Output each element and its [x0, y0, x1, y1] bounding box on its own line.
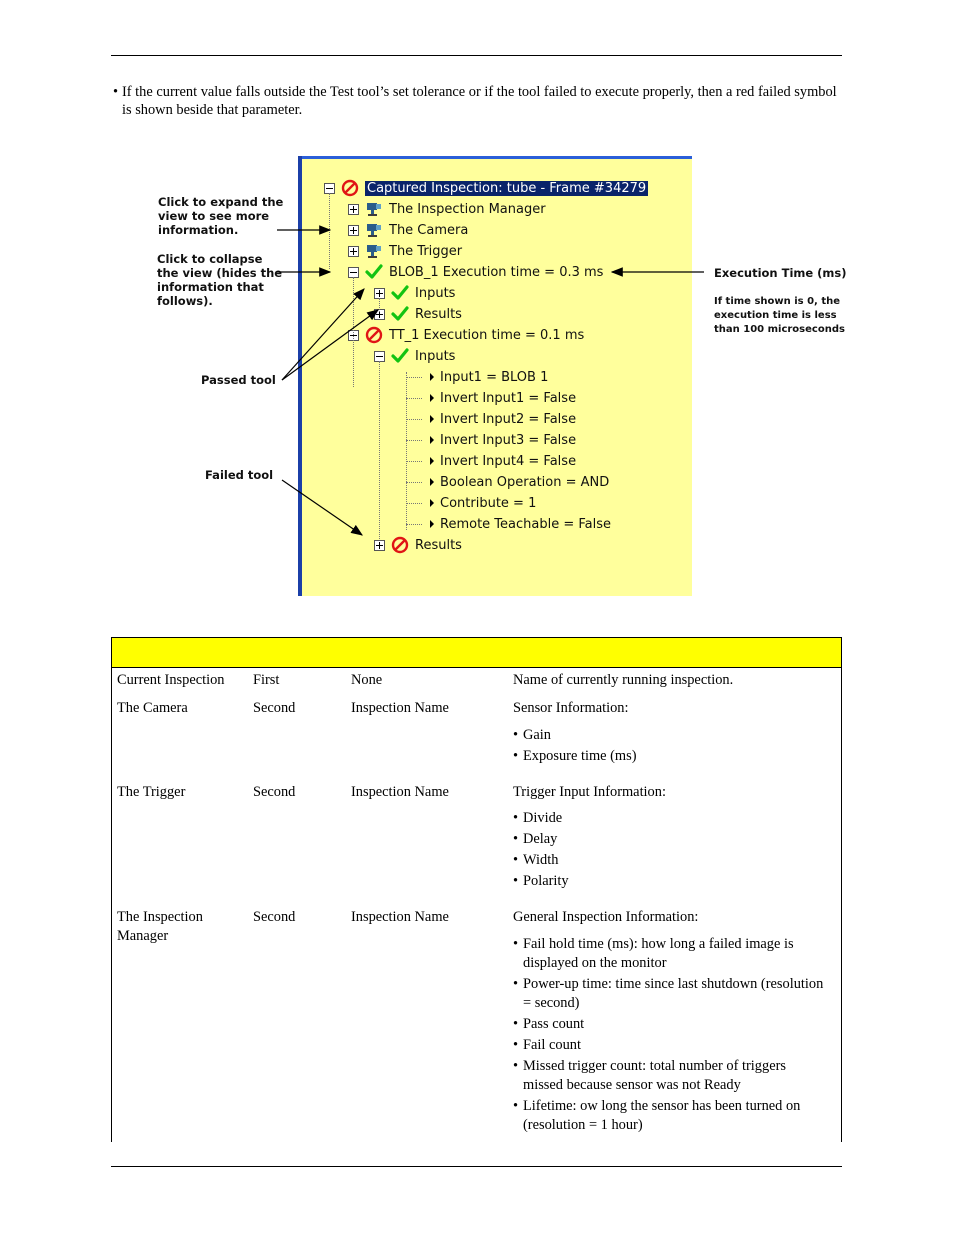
- tree-node-label: Contribute = 1: [440, 495, 537, 511]
- tree-connector-line: [406, 398, 422, 399]
- tree-connector-line: [406, 377, 422, 378]
- list-item: • Pass count: [513, 1015, 838, 1034]
- tree-node[interactable]: [430, 493, 536, 513]
- list-item: • Missed trigger count: total number of triggers missed because sensor was not Ready: [513, 1057, 838, 1095]
- row-camera-name: The Camera: [117, 700, 188, 716]
- expand-plus-icon[interactable]: [374, 288, 385, 299]
- table-header: [111, 637, 842, 668]
- row-trigger-desc: Trigger Input Information: • Divide • Delay • Width • Polarity: [513, 783, 838, 891]
- tree-connector-line: [406, 440, 422, 441]
- intro-paragraph: [113, 83, 848, 119]
- leaf-arrow-icon: [430, 478, 434, 486]
- tree-connector-line: [353, 277, 354, 387]
- tree-node[interactable]: [348, 220, 468, 240]
- row-trigger-parent: Inspection Name: [351, 784, 449, 800]
- row-inspection-manager-level: Second: [253, 909, 296, 925]
- tree-connector-line: [406, 482, 422, 483]
- tree-node-label: TT_1 Execution time = 0.1 ms: [389, 327, 585, 343]
- tree-node-label: BLOB_1 Execution time = 0.3 ms: [389, 264, 604, 280]
- tree-node[interactable]: [430, 514, 611, 534]
- tree-node[interactable]: [430, 430, 576, 450]
- tree-node[interactable]: [430, 409, 576, 429]
- tree-node[interactable]: [430, 388, 576, 408]
- tree-node[interactable]: [374, 535, 462, 555]
- row-inspection-manager-parent: Inspection Name: [351, 909, 449, 925]
- row-current-inspection-parent: None: [351, 672, 383, 688]
- tree-node[interactable]: [348, 199, 546, 219]
- camera-icon: [365, 200, 383, 218]
- callout-passed-tool: Passed tool: [201, 373, 276, 387]
- tree-node[interactable]: [374, 346, 455, 366]
- manager-item-list: [513, 935, 838, 1135]
- bullet: •: [113, 84, 119, 100]
- callout-execution-time: Execution Time (ms): [714, 266, 847, 280]
- list-item: • Divide: [513, 809, 838, 828]
- tree-node-label: Remote Teachable = False: [440, 516, 611, 532]
- tree-node-label: The Camera: [389, 222, 469, 238]
- callout-execution-note: If time shown is 0, the execution time is less than 100 microseconds: [714, 296, 845, 335]
- tree-node[interactable]: [348, 241, 462, 261]
- list-item: • Delay: [513, 830, 838, 849]
- tree-node-label: Invert Input2 = False: [440, 411, 577, 427]
- leaf-arrow-icon: [430, 436, 434, 444]
- list-item: • Fail count: [513, 1036, 838, 1055]
- passed-icon: [365, 263, 383, 281]
- row-trigger-name: The Trigger: [117, 784, 186, 800]
- tree-node[interactable]: [374, 304, 462, 324]
- callout-failed-tool: Failed tool: [205, 468, 274, 482]
- callout-expand: Click to expand the view to see more information.: [158, 195, 284, 237]
- failed-icon: [341, 179, 359, 197]
- tree-node-label: Captured Inspection: tube - Frame #34279: [367, 180, 647, 196]
- tree-node-label: Invert Input4 = False: [440, 453, 577, 469]
- row-camera-parent: Inspection Name: [351, 700, 449, 716]
- collapse-minus-icon[interactable]: [374, 351, 385, 362]
- table-border-right: [841, 667, 842, 1142]
- tree-connector-line: [406, 503, 422, 504]
- bottom-rule: [111, 1166, 842, 1167]
- tree-node[interactable]: [348, 262, 603, 282]
- list-item: • Exposure time (ms): [513, 747, 838, 766]
- list-item: • Fail hold time (ms): how long a failed image is displayed on the monitor: [513, 935, 838, 973]
- row-trigger-level: Second: [253, 784, 296, 800]
- camera-icon: [365, 242, 383, 260]
- tree-node-label: The Inspection Manager: [389, 201, 546, 217]
- inspection-tree-figure: [298, 156, 692, 596]
- expand-plus-icon[interactable]: [348, 246, 359, 257]
- table-border-left: [111, 667, 112, 1142]
- list-item: • Gain: [513, 726, 838, 745]
- tree-items-table: [111, 637, 842, 1142]
- leaf-arrow-icon: [430, 394, 434, 402]
- tree-node[interactable]: [430, 451, 576, 471]
- collapse-minus-icon[interactable]: [324, 183, 335, 194]
- collapse-minus-icon[interactable]: [348, 267, 359, 278]
- row-camera-level: Second: [253, 700, 296, 716]
- list-item: • Power-up time: time since last shutdown (resolution = second): [513, 975, 838, 1013]
- leaf-arrow-icon: [430, 520, 434, 528]
- tree-node[interactable]: [374, 283, 455, 303]
- tree-node-label: Invert Input3 = False: [440, 432, 577, 448]
- expand-plus-icon[interactable]: [374, 540, 385, 551]
- tree-connector-line: [406, 524, 422, 525]
- tree-connector-line: [329, 193, 330, 269]
- tree-connector-line: [406, 372, 407, 530]
- expand-plus-icon[interactable]: [348, 225, 359, 236]
- row-camera-desc: Sensor Information: • Gain • Exposure time (ms): [513, 699, 838, 766]
- tree-node-label: Invert Input1 = False: [440, 390, 577, 406]
- expand-plus-icon[interactable]: [348, 204, 359, 215]
- list-item: • Width: [513, 851, 838, 870]
- passed-icon: [391, 305, 409, 323]
- inspection-tree: [298, 156, 692, 596]
- camera-item-list: [513, 726, 838, 766]
- tree-connector-line: [379, 361, 380, 539]
- top-rule: [111, 55, 842, 56]
- row-inspection-manager-desc: General Inspection Information: • Fail hold time (ms): how long a failed image is displayed on the monitor • Power-up time: time since last shutdown (resolution = second) • Pass count • Fail count • Missed trigger count: total number of triggers missed because sensor was not Ready • Lifetime: ow long the sensor has been turned on (resolution = 1 hour): [513, 908, 838, 1135]
- row-current-inspection-level: First: [253, 672, 280, 688]
- trigger-item-list: [513, 809, 838, 891]
- tree-connector-line: [406, 461, 422, 462]
- tree-node-label: Inputs: [415, 285, 456, 301]
- tree-node[interactable]: [430, 472, 609, 492]
- tree-node-label: Boolean Operation = AND: [440, 474, 610, 490]
- list-item: • Lifetime: ow long the sensor has been turned on (resolution = 1 hour): [513, 1097, 838, 1135]
- intro-text: If the current value falls outside the Test tool’s set tolerance or if the tool failed to execute properly, then a red failed symbol is shown beside that parameter.: [122, 84, 837, 118]
- camera-icon: [365, 221, 383, 239]
- leaf-arrow-icon: [430, 457, 434, 465]
- leaf-arrow-icon: [430, 415, 434, 423]
- tree-node-label: The Trigger: [389, 243, 463, 259]
- row-current-inspection-name: Current Inspection: [117, 672, 225, 688]
- passed-icon: [391, 284, 409, 302]
- row-current-inspection-desc: Name of currently running inspection.: [513, 672, 734, 688]
- failed-icon: [391, 536, 409, 554]
- passed-icon: [391, 347, 409, 365]
- tree-node-label: Input1 = BLOB 1: [440, 369, 549, 385]
- callout-collapse: Click to collapse the view (hides the information that follows).: [157, 252, 283, 308]
- leaf-arrow-icon: [430, 499, 434, 507]
- tree-node-label: Inputs: [415, 348, 456, 364]
- tree-node-label: Results: [415, 306, 462, 322]
- list-item: • Polarity: [513, 872, 838, 891]
- leaf-arrow-icon: [430, 373, 434, 381]
- tree-connector-line: [406, 419, 422, 420]
- tree-connector-line: [379, 298, 380, 312]
- failed-icon: [365, 326, 383, 344]
- tree-node[interactable]: [324, 178, 648, 198]
- tree-node[interactable]: [430, 367, 548, 387]
- tree-node[interactable]: [348, 325, 584, 345]
- row-inspection-manager-name: The Inspection Manager: [117, 909, 203, 944]
- tree-node-label: Results: [415, 537, 462, 553]
